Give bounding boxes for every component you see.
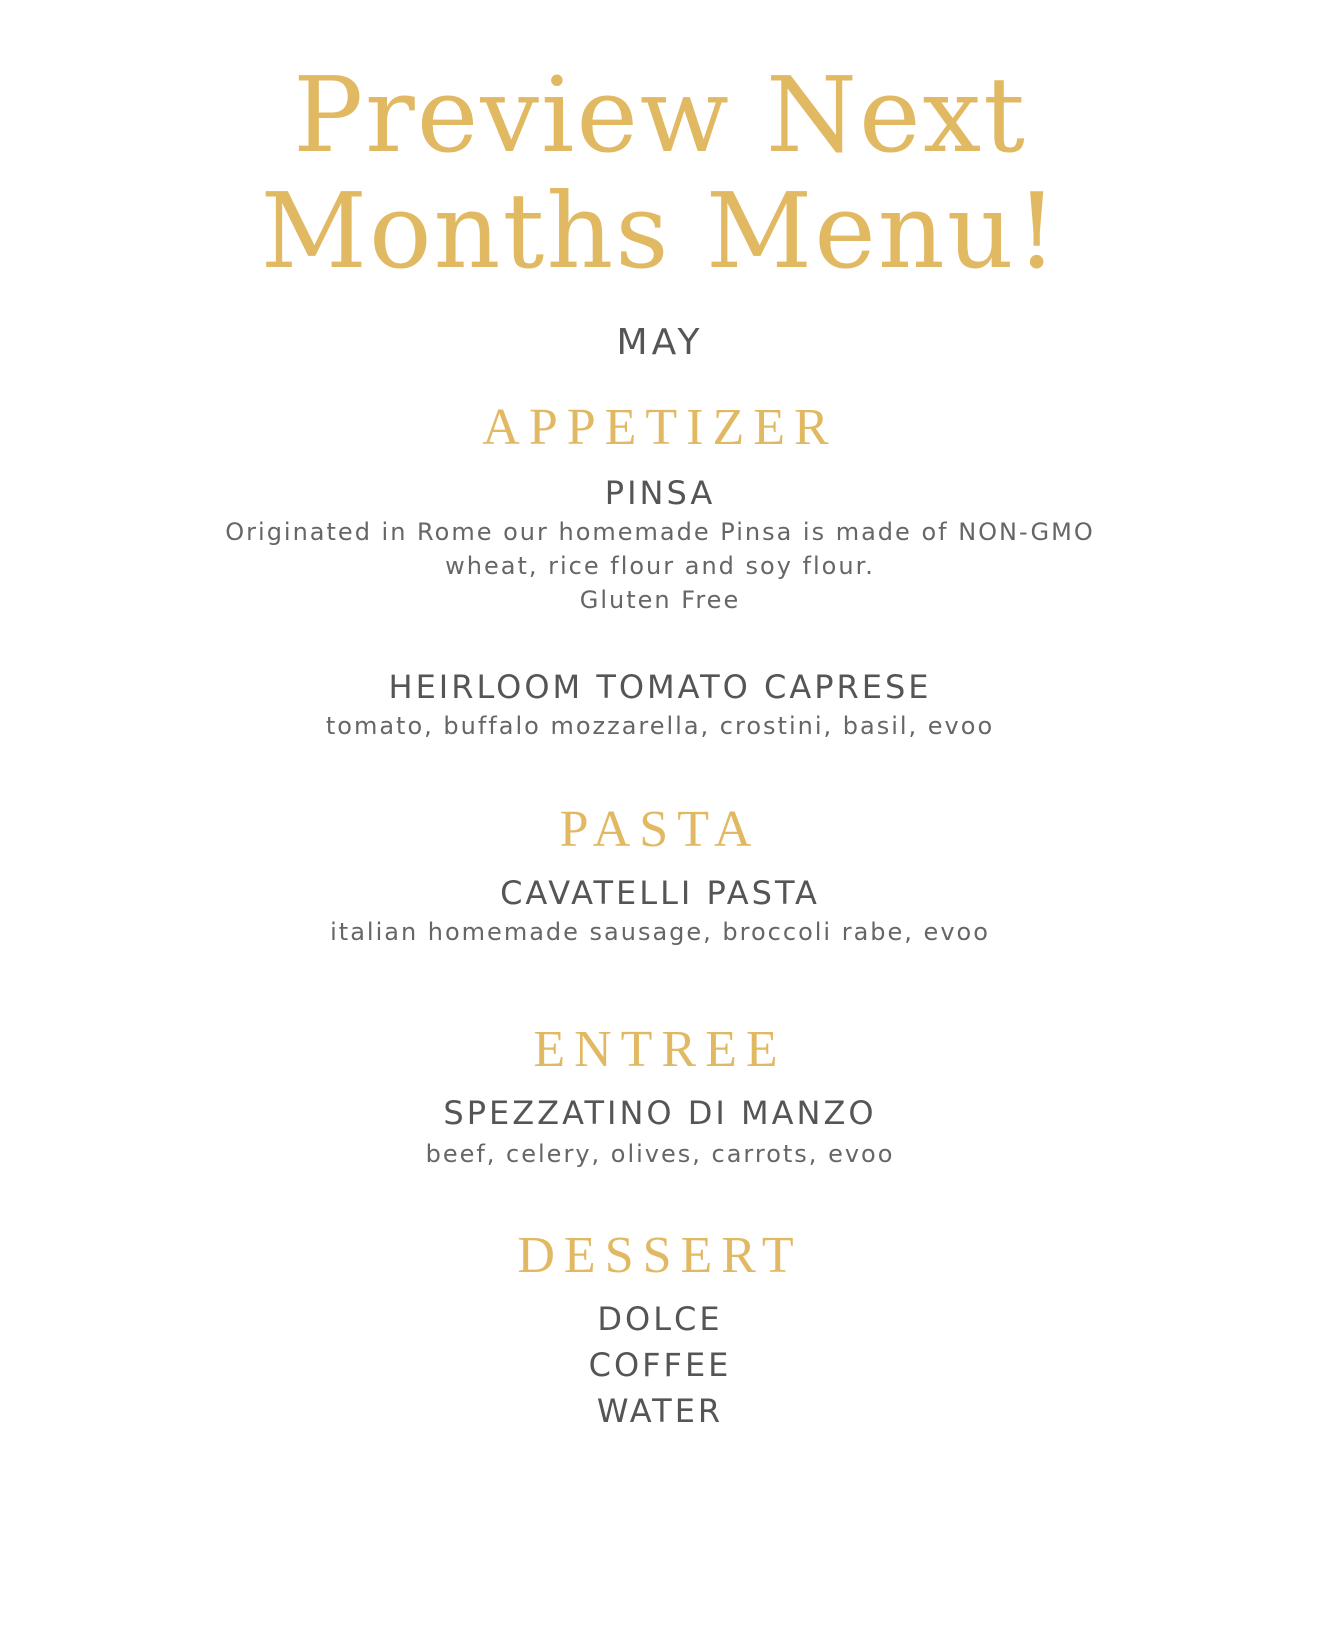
dish-description-pinsa-line-2: wheat, rice flour and soy flour. bbox=[445, 552, 875, 580]
dish-name-coffee: COFFEE bbox=[588, 1346, 732, 1384]
section-heading-entree: ENTREE bbox=[533, 1021, 787, 1078]
dish-description-heirloom-tomato-caprese: tomato, buffalo mozzarella, crostini, basil, evoo bbox=[325, 712, 995, 740]
section-heading-dessert: DESSERT bbox=[517, 1227, 803, 1284]
dish-name-water: WATER bbox=[596, 1392, 724, 1430]
dish-description-cavatelli-pasta: italian homemade sausage, broccoli rabe, evoo bbox=[330, 918, 990, 946]
section-heading-appetizer: APPETIZER bbox=[482, 399, 838, 456]
menu-title-line-1: Preview Next bbox=[293, 54, 1027, 176]
dish-name-heirloom-tomato-caprese: HEIRLOOM TOMATO CAPRESE bbox=[388, 668, 932, 706]
dish-name-spezzatino-di-manzo: SPEZZATINO DI MANZO bbox=[443, 1094, 877, 1132]
dish-description-pinsa-line-1: Originated in Rome our homemade Pinsa is made of NON-GMO bbox=[225, 518, 1095, 546]
dish-name-dolce: DOLCE bbox=[597, 1300, 723, 1338]
dish-name-cavatelli-pasta: CAVATELLI PASTA bbox=[500, 874, 820, 912]
dish-description-pinsa-line-3: Gluten Free bbox=[579, 586, 741, 614]
menu-title-line-2: Months Menu! bbox=[260, 170, 1060, 292]
dish-name-pinsa: PINSA bbox=[604, 474, 716, 512]
menu-month: MAY bbox=[616, 322, 704, 363]
dish-description-spezzatino-di-manzo: beef, celery, olives, carrots, evoo bbox=[425, 1140, 895, 1168]
section-heading-pasta: PASTA bbox=[559, 801, 761, 858]
